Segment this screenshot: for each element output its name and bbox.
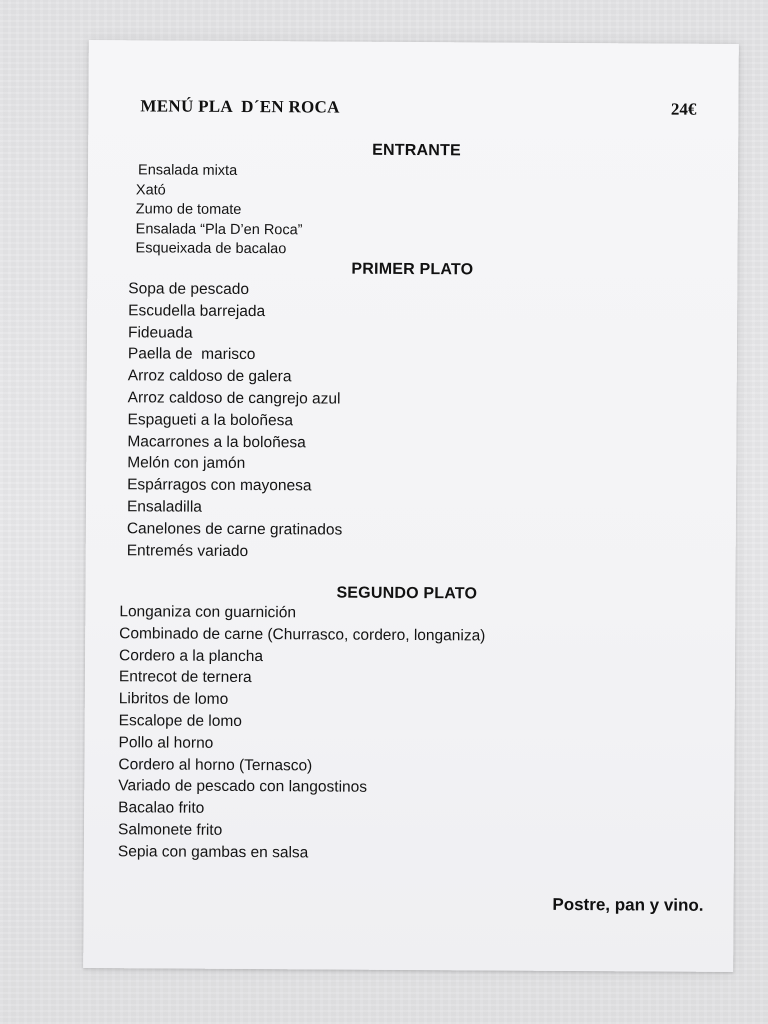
section-heading-entrante: ENTRANTE xyxy=(372,141,461,160)
list-item: Canelones de carne gratinados xyxy=(126,520,343,539)
list-item: Variado de pescado con langostinos xyxy=(118,777,368,797)
section-heading-primer-plato: PRIMER PLATO xyxy=(351,260,474,279)
list-item: Entremés variado xyxy=(126,541,249,560)
list-item: Combinado de carne (Churrasco, cordero, longaniza) xyxy=(119,625,486,645)
list-item: Cordero a la plancha xyxy=(119,646,264,665)
list-item: Longaniza con guarnición xyxy=(119,603,297,622)
primer-plato-list xyxy=(127,278,344,563)
list-item: Fideuada xyxy=(128,323,193,342)
list-item: Espárragos con mayonesa xyxy=(127,476,312,495)
menu-sheet xyxy=(83,40,739,972)
list-item: Libritos de lomo xyxy=(118,690,229,709)
list-item: Bacalao frito xyxy=(118,799,205,817)
list-item: Sepia con gambas en salsa xyxy=(117,842,309,862)
list-item: Xató xyxy=(135,181,166,198)
list-item: Ensaladilla xyxy=(126,498,203,516)
list-item: Esqueixada de bacalao xyxy=(135,240,287,258)
list-item: Escalope de lomo xyxy=(118,712,242,730)
list-item: Ensalada “Pla D’en Roca” xyxy=(135,220,303,238)
list-item: Entrecot de ternera xyxy=(118,668,252,687)
section-heading-segundo-plato: SEGUNDO PLATO xyxy=(336,584,478,603)
menu-price: 24€ xyxy=(670,99,697,119)
segundo-plato-list xyxy=(118,601,486,865)
list-item: Cordero al horno (Ternasco) xyxy=(118,755,313,774)
list-item: Paella de marisco xyxy=(127,345,256,364)
menu-title: MENÚ PLA D´EN ROCA xyxy=(140,96,340,117)
list-item: Macarrones a la boloñesa xyxy=(127,432,306,451)
list-item: Escudella barrejada xyxy=(128,302,266,320)
list-item: Arroz caldoso de cangrejo azul xyxy=(127,389,341,408)
footer-note: Postre, pan y vino. xyxy=(552,894,704,915)
list-item: Sopa de pescado xyxy=(128,280,250,299)
list-item: Pollo al horno xyxy=(118,733,214,752)
list-item: Ensalada mixta xyxy=(137,162,238,179)
list-item: Melón con jamón xyxy=(127,454,246,473)
list-item: Espagueti a la boloñesa xyxy=(127,411,294,430)
list-item: Arroz caldoso de galera xyxy=(127,367,292,386)
list-item: Salmonete frito xyxy=(117,821,223,839)
list-item: Zumo de tomate xyxy=(135,201,242,218)
entrante-list xyxy=(136,161,303,260)
